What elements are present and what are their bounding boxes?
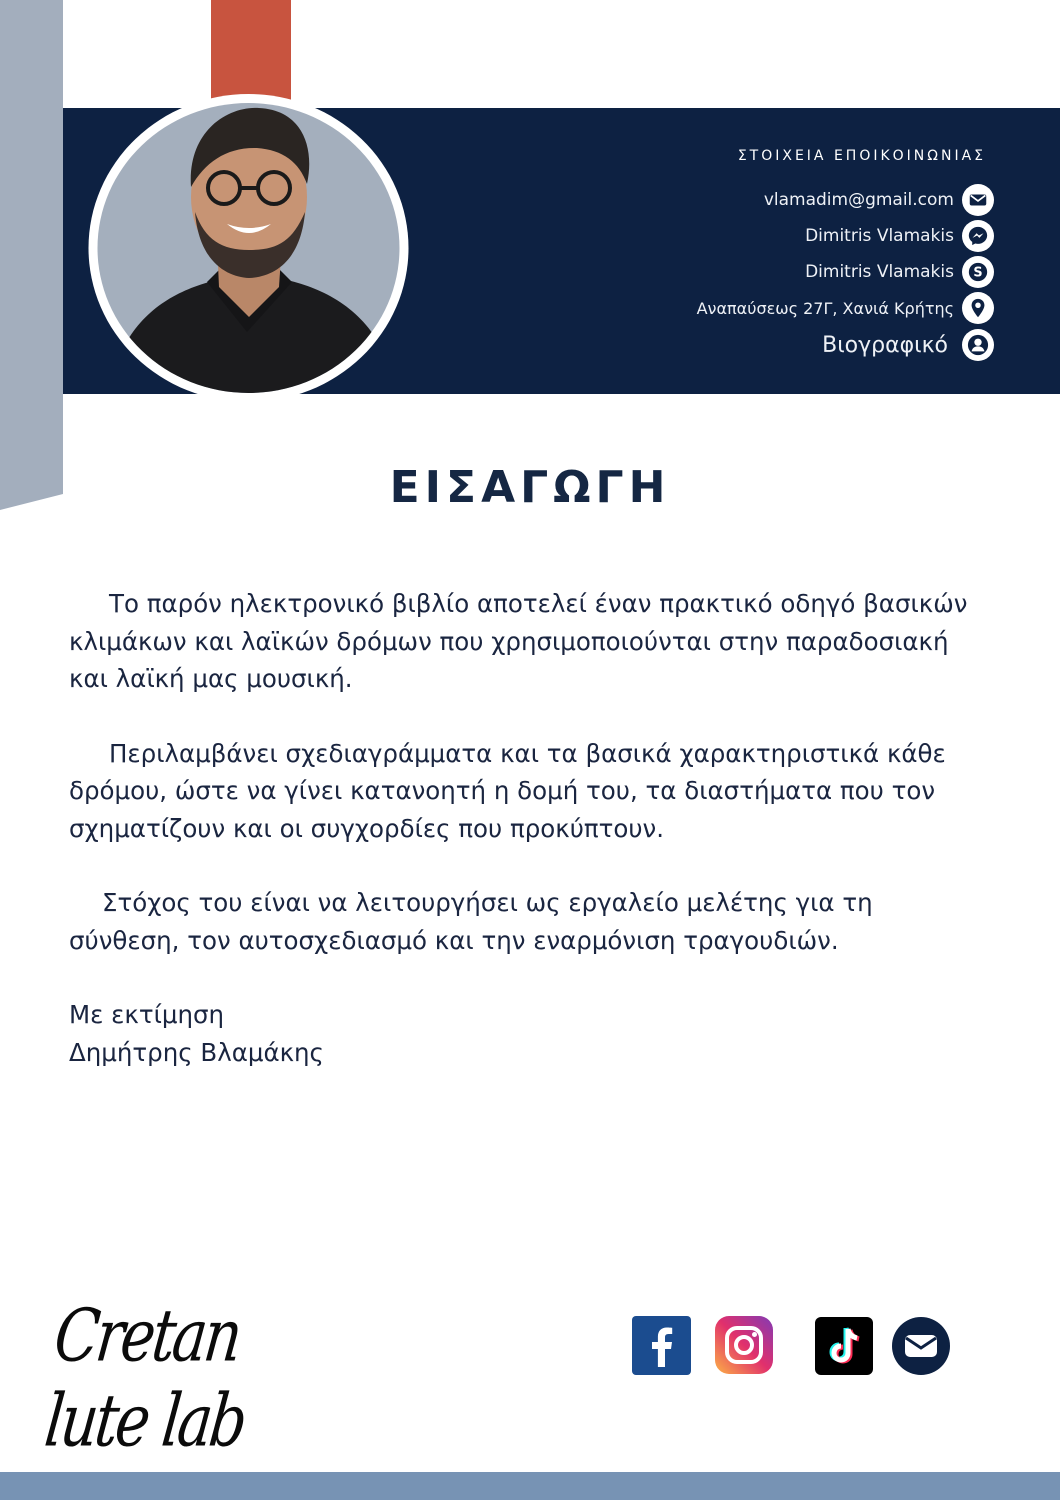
closing-text: Με εκτίμηση bbox=[69, 1000, 225, 1029]
bottom-bar bbox=[0, 1472, 1060, 1500]
contact-title: ΣΤΟΙΧΕΙΑ ΕΠΟΙΚΟΙΝΩΝΙΑΣ bbox=[737, 148, 986, 164]
intro-paragraph: Περιλαμβάνει σχεδιαγράμματα και τα βασικά χαρακτηριστικά κάθε δρόμου, ώστε να γίνει κατανοητή η δομή του, τα διαστήματα που τον σχηματίζουν και οι συγχορδίες που προκύπτουν. bbox=[69, 738, 946, 843]
facebook-icon[interactable] bbox=[632, 1315, 692, 1375]
left-gray-band bbox=[0, 0, 63, 512]
contact-messenger[interactable] bbox=[474, 218, 994, 254]
intro-paragraph: Στόχος του είναι να λειτουργήσει ως εργαλείο μελέτης για τη σύνθεση, τον αυτοσχεδιασμό και την εναρμόνιση τραγουδιών. bbox=[69, 888, 873, 955]
signature-logo bbox=[40, 1285, 360, 1463]
envelope-icon bbox=[962, 184, 994, 216]
user-profile-icon bbox=[962, 329, 994, 361]
contact-cv-text: Βιογραφικό bbox=[822, 332, 948, 358]
intro-body bbox=[69, 585, 989, 1071]
mail-icon[interactable] bbox=[891, 1315, 951, 1375]
contact-messenger-text: Dimitris Vlamakis bbox=[805, 226, 954, 246]
intro-title: ΕΙΣΑΓΩΓΗ bbox=[389, 462, 671, 513]
svg-text:S: S bbox=[973, 265, 983, 281]
contact-address-text: Αναπαύσεως 27Γ, Χανιά Κρήτης bbox=[696, 298, 954, 318]
contact-skype-text: Dimitris Vlamakis bbox=[805, 262, 954, 282]
contact-cv[interactable] bbox=[474, 326, 994, 364]
intro-paragraph: Το παρόν ηλεκτρονικό βιβλίο αποτελεί έναν πρακτικό οδηγό βασικών κλιμάκων και λαϊκών δρόμων που χρησιμοποιούνται στην παραδοσιακή και λαϊκή μας μουσική. bbox=[69, 589, 968, 693]
tiktok-icon[interactable] bbox=[815, 1315, 875, 1375]
messenger-icon bbox=[962, 220, 994, 252]
author-name: Δημήτρης Βλαμάκης bbox=[69, 1037, 324, 1067]
contact-email-text: vlamadim@gmail.com bbox=[763, 190, 954, 210]
contact-section bbox=[474, 148, 994, 364]
skype-icon bbox=[962, 256, 994, 288]
location-pin-icon bbox=[962, 292, 994, 324]
contact-skype[interactable] bbox=[474, 254, 994, 290]
instagram-icon[interactable] bbox=[714, 1315, 774, 1375]
signature-text: Cretan lute lab bbox=[40, 1293, 249, 1463]
contact-address[interactable] bbox=[474, 290, 994, 326]
contact-email[interactable] bbox=[474, 182, 994, 218]
profile-photo bbox=[87, 92, 410, 404]
social-links bbox=[630, 1315, 960, 1379]
